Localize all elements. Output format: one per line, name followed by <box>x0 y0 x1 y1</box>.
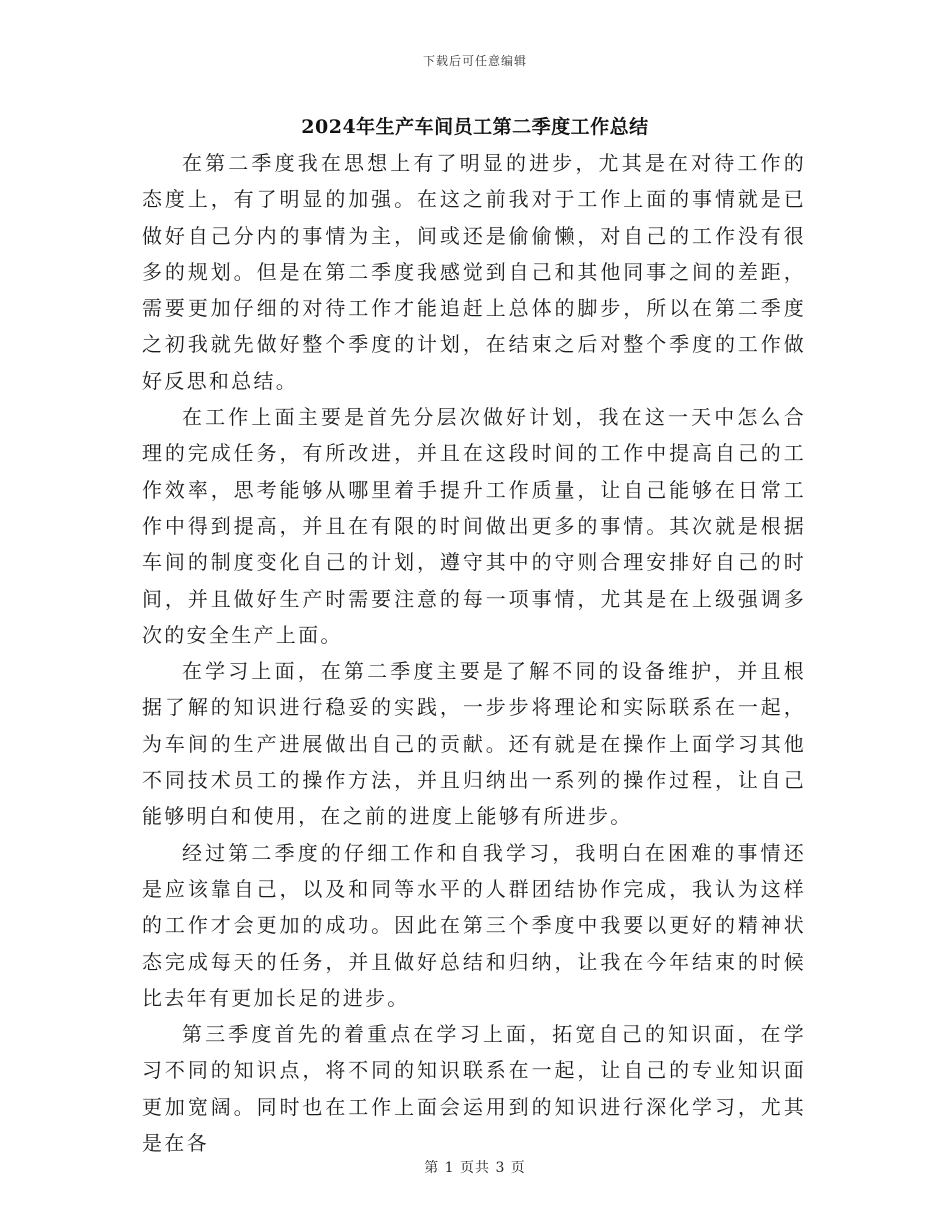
paragraph-1: 在第二季度我在思想上有了明显的进步，尤其是在对待工作的态度上，有了明显的加强。在这之前我对于工作上面的事情就是已做好自己分内的事情为主，间或还是偷偷懒，对自己的工作没有很多的规划。但是在第二季度我感觉到自己和其他同事之间的差距，需要更加仔细的对待工作才能追赶上总体的脚步，所以在第二季度之初我就先做好整个季度的计划，在结束之后对整个季度的工作做好反思和总结。 <box>142 151 806 393</box>
page-number: 第 1 页共 3 页 <box>424 1160 526 1176</box>
paragraph-5: 第三季度首先的着重点在学习上面，拓宽自己的知识面，在学习不同的知识点，将不同的知识联系在一起，让自己的专业知识面更加宽阔。同时也在工作上面会运用到的知识进行深化学习，尤其是在各 <box>142 1022 806 1156</box>
paragraph-2: 在工作上面主要是首先分层次做好计划，我在这一天中怎么合理的完成任务，有所改进，并且在这段时间的工作中提高自己的工作效率，思考能够从哪里着手提升工作质量，让自己能够在日常工作中得到提高，并且在有限的时间做出更多的事情。其次就是根据车间的制度变化自己的计划，遵守其中的守则合理安排好自己的时间，并且做好生产时需要注意的每一项事情，尤其是在上级强调多次的安全生产上面。 <box>142 405 806 647</box>
document-body <box>142 145 806 1161</box>
document-title: 2024年生产车间员工第二季度工作总结 <box>301 116 649 138</box>
header-note: 下载后可任意编辑 <box>422 54 527 68</box>
paragraph-4: 经过第二季度的仔细工作和自我学习，我明白在困难的事情还是应该靠自己，以及和同等水平的人群团结协作完成，我认为这样的工作才会更加的成功。因此在第三个季度中我要以更好的精神状态完成每天的任务，并且做好总结和归纳，让我在今年结束的时候比去年有更加长足的进步。 <box>142 840 806 1010</box>
paragraph-3: 在学习上面，在第二季度主要是了解不同的设备维护，并且根据了解的知识进行稳妥的实践，一步步将理论和实际联系在一起，为车间的生产进展做出自己的贡献。还有就是在操作上面学习其他不同技术员工的操作方法，并且归纳出一系列的操作过程，让自己能够明白和使用，在之前的进度上能够有所进步。 <box>142 659 806 829</box>
